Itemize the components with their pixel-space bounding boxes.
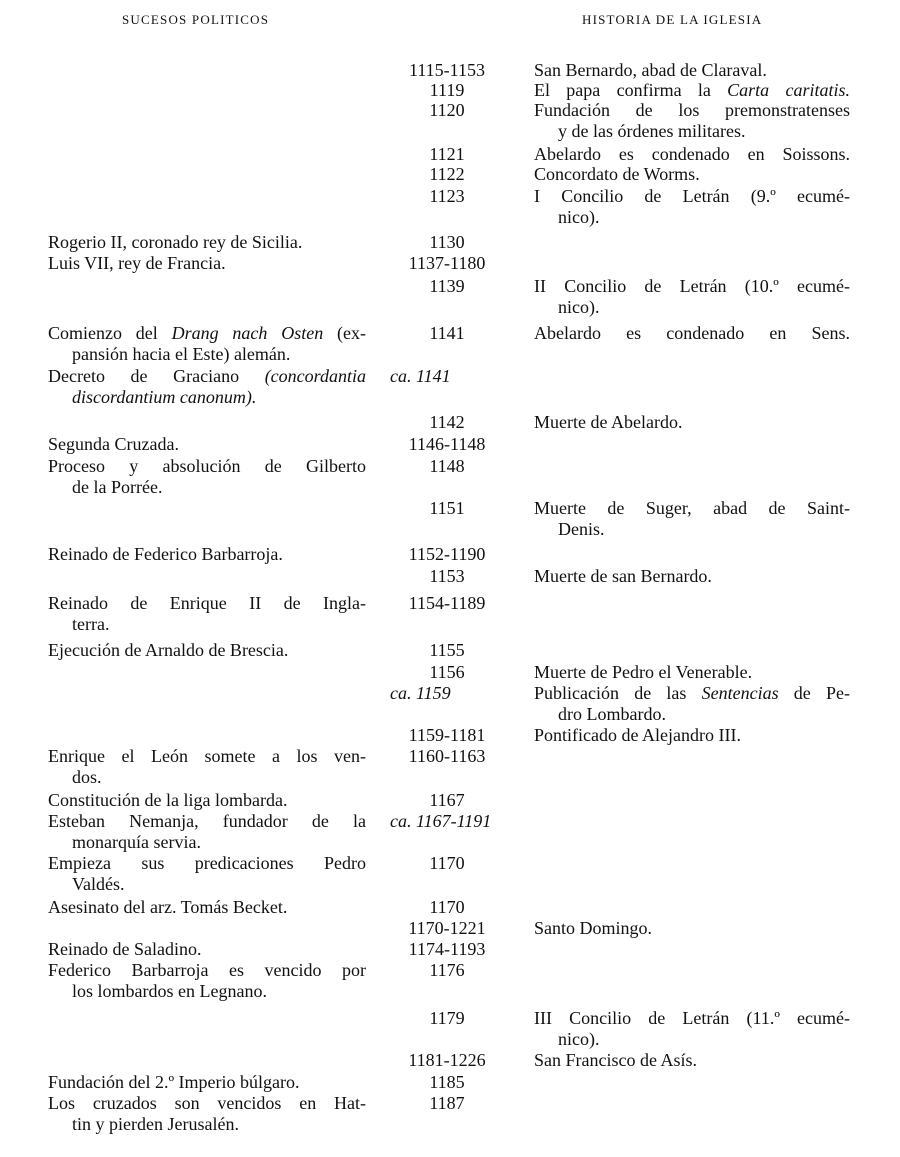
politics-entry: los lombardos en Legnano. bbox=[72, 981, 267, 1001]
church-entry: Muerte de Pedro el Venerable. bbox=[534, 662, 753, 682]
church-entry: dro Lombardo. bbox=[558, 704, 666, 724]
politics-entry: Valdés. bbox=[72, 874, 125, 894]
church-entry: nico). bbox=[558, 1029, 600, 1049]
church-entry: Concordato de Worms. bbox=[534, 164, 700, 184]
politics-entry: Luis VII, rey de Francia. bbox=[48, 253, 226, 273]
column-header-politics: SUCESOS POLITICOS bbox=[122, 12, 270, 27]
year-cell: 1139 bbox=[429, 276, 465, 296]
year-cell: 1152-1190 bbox=[408, 544, 486, 564]
politics-entry: dos. bbox=[72, 767, 102, 787]
year-cell: 1187 bbox=[429, 1093, 465, 1113]
year-cell: 1151 bbox=[429, 498, 465, 518]
church-entry: San Bernardo, abad de Claraval. bbox=[534, 60, 767, 80]
politics-entry: Esteban Nemanja, fundador de la bbox=[48, 811, 366, 831]
year-cell: 1159-1181 bbox=[408, 725, 486, 745]
year-cell: 1155 bbox=[429, 640, 465, 660]
church-entry: y de las órdenes militares. bbox=[558, 121, 746, 141]
year-cell: 1146-1148 bbox=[408, 434, 486, 454]
politics-entry: de la Porrée. bbox=[72, 477, 163, 497]
politics-entry: Los cruzados son vencidos en Hat- bbox=[48, 1093, 366, 1113]
church-entry: Muerte de san Bernardo. bbox=[534, 566, 712, 586]
politics-entry: Segunda Cruzada. bbox=[48, 434, 179, 454]
year-cell: 1120 bbox=[429, 100, 465, 120]
year-cell: 1119 bbox=[429, 80, 465, 100]
year-cell: 1174-1193 bbox=[408, 939, 486, 959]
year-cell: 1167 bbox=[429, 790, 465, 810]
year-cell: ca. 1141 bbox=[390, 366, 451, 386]
column-header-church: HISTORIA DE LA IGLESIA bbox=[582, 12, 763, 27]
church-entry: I Concilio de Letrán (9.º ecumé- bbox=[534, 186, 850, 206]
church-entry: Abelardo es condenado en Soissons. bbox=[534, 144, 850, 164]
politics-entry: Asesinato del arz. Tomás Becket. bbox=[48, 897, 288, 917]
politics-entry: monarquía servia. bbox=[72, 832, 201, 852]
church-entry: II Concilio de Letrán (10.º ecumé- bbox=[534, 276, 850, 296]
year-cell: 1137-1180 bbox=[408, 253, 486, 273]
church-entry: nico). bbox=[558, 207, 600, 227]
year-cell: ca. 1159 bbox=[390, 683, 451, 703]
year-cell: 1156 bbox=[429, 662, 465, 682]
politics-entry: Rogerio II, coronado rey de Sicilia. bbox=[48, 232, 303, 252]
year-cell: 1121 bbox=[429, 144, 465, 164]
politics-entry: Proceso y absolución de Gilberto bbox=[48, 456, 366, 476]
politics-entry: Ejecución de Arnaldo de Brescia. bbox=[48, 640, 289, 660]
year-cell: 1179 bbox=[429, 1008, 465, 1028]
year-cell: 1123 bbox=[429, 186, 465, 206]
year-cell: ca. 1167-1191 bbox=[390, 811, 492, 831]
year-cell: 1122 bbox=[429, 164, 465, 184]
church-entry: Muerte de Suger, abad de Saint- bbox=[534, 498, 850, 518]
church-entry: Denis. bbox=[558, 519, 605, 539]
church-entry: Santo Domingo. bbox=[534, 918, 653, 938]
year-cell: 1170 bbox=[429, 897, 465, 917]
politics-entry: Reinado de Saladino. bbox=[48, 939, 202, 959]
church-entry: San Francisco de Asís. bbox=[534, 1050, 697, 1070]
politics-entry: Federico Barbarroja es vencido por bbox=[48, 960, 366, 980]
year-cell: 1142 bbox=[429, 412, 465, 432]
politics-entry: Constitución de la liga lombarda. bbox=[48, 790, 288, 810]
politics-entry: discordantium canonum). bbox=[72, 387, 257, 407]
politics-entry: tin y pierden Jerusalén. bbox=[72, 1114, 239, 1134]
politics-entry: Comienzo del Drang nach Osten (ex- bbox=[48, 323, 366, 343]
year-cell: 1160-1163 bbox=[408, 746, 486, 766]
church-entry: Muerte de Abelardo. bbox=[534, 412, 683, 432]
politics-entry: Enrique el León somete a los ven- bbox=[48, 746, 366, 766]
church-entry: Publicación de las Sentencias de Pe- bbox=[534, 683, 851, 703]
church-entry: Pontificado de Alejandro III. bbox=[534, 725, 741, 745]
year-cell: 1153 bbox=[429, 566, 465, 586]
politics-entry: terra. bbox=[72, 614, 110, 634]
year-cell: 1185 bbox=[429, 1072, 465, 1092]
politics-entry: Reinado de Federico Barbarroja. bbox=[48, 544, 283, 564]
year-cell: 1148 bbox=[429, 456, 465, 476]
year-cell: 1170 bbox=[429, 853, 465, 873]
politics-entry: Empieza sus predicaciones Pedro bbox=[48, 853, 366, 873]
politics-entry: Fundación del 2.º Imperio búlgaro. bbox=[48, 1072, 300, 1092]
politics-entry: Decreto de Graciano (concordantia bbox=[48, 366, 366, 386]
church-entry: Fundación de los premonstratenses bbox=[534, 100, 850, 120]
church-entry: III Concilio de Letrán (11.º ecumé- bbox=[534, 1008, 850, 1028]
politics-entry: Reinado de Enrique II de Ingla- bbox=[48, 593, 366, 613]
year-cell: 1170-1221 bbox=[408, 918, 486, 938]
year-cell: 1115-1153 bbox=[409, 60, 485, 80]
year-cell: 1181-1226 bbox=[408, 1050, 486, 1070]
year-cell: 1141 bbox=[429, 323, 465, 343]
year-cell: 1176 bbox=[429, 960, 465, 980]
politics-entry: pansión hacia el Este) alemán. bbox=[72, 344, 291, 364]
year-cell: 1130 bbox=[429, 232, 465, 252]
church-entry: Abelardo es condenado en Sens. bbox=[534, 323, 850, 343]
church-entry: nico). bbox=[558, 297, 600, 317]
year-cell: 1154-1189 bbox=[408, 593, 486, 613]
church-entry: El papa confirma la Carta caritatis. bbox=[534, 80, 850, 100]
